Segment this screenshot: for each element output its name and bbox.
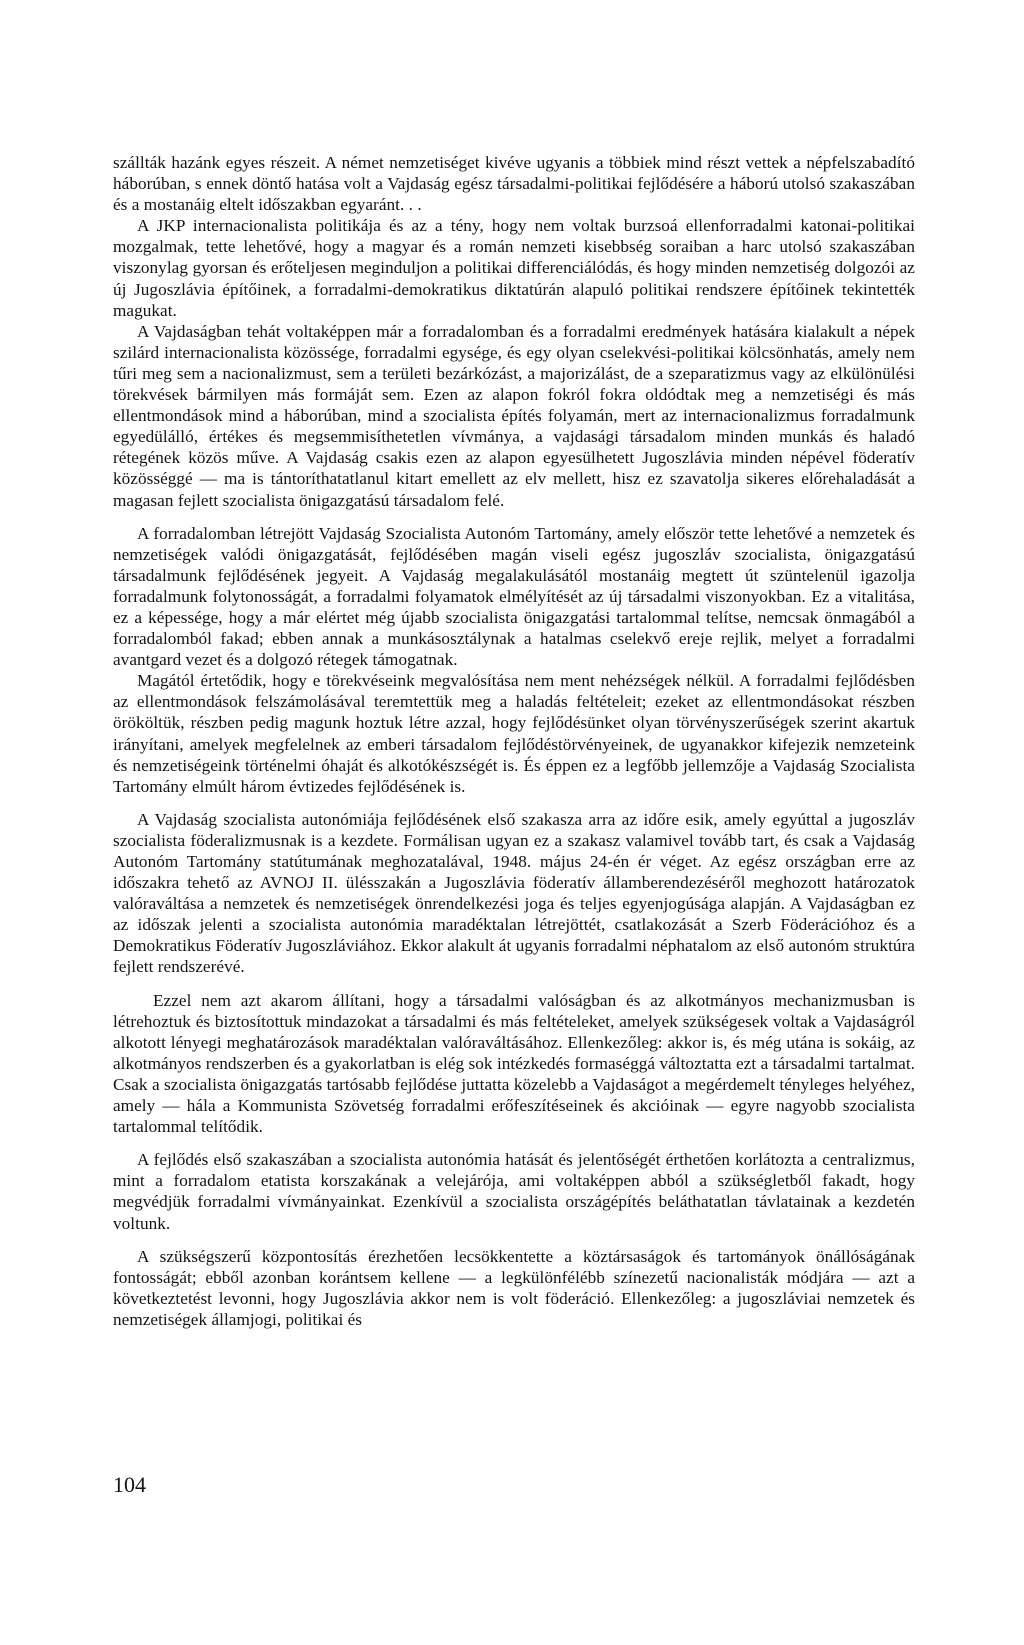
paragraph-8: A fejlődés első szakaszában a szocialista autonómia hatását és jelentőségét érthetően korlátozta a centralizmus, mint a forradalom etatista korszakának a velejárója, ami voltaképpen abból a szükségletből fakadt, hogy megvédjük forradalmi vívmányainkat. Ezenkívül a szocialista országépítés beláthatatlan távlatainak a kezdetén voltunk. [113,1150,915,1233]
paragraph-9: A szükségszerű központosítás érezhetően lecsökkentette a köztársaságok és tartományok önállóságának fontosságát; ebből azonban korántsem kellene — a legkülönfélébb színezetű nacionalisták módjára — azt a következtetést levonni, hogy Jugoszlávia akkor nem is volt föderáció. Ellenkezőleg: a jugoszláviai nemzetek és nemzetiségek államjogi, politikai és [113,1246,915,1329]
page-number: 104 [113,1472,146,1497]
paragraph-5: Magától értetődik, hogy e törekvéseink megvalósítása nem ment nehézségek nélkül. A forradalmi fejlődésben az ellentmondások felszámolásával teremtettük meg a haladás feltételeit; ezeket az ellentmondásokat részben örököltük, részben pedig magunk hoztuk létre azzal, hogy fejlődésünket olyan törvényszerűségek szerint akartuk irányítani, amelyek megfelelnek az emberi társadalom fejlődéstörvényeinek, de ugyanakkor kifejezik nemzeteink és nemzetiségeink történelmi óhaját és alkotókészségét is. És éppen ez a legfőbb jellemzője a Vajdaság Szocialista Tartomány elmúlt három évtizedes fejlődésének is. [113,671,915,796]
paragraph-4: A forradalomban létrejött Vajdaság Szocialista Autonóm Tartomány, amely először tette lehetővé a nemzetek és nemzetiségek valódi önigazgatását, fejlődésében magán viseli egész jugoszláv szocialista, önigazgatású társadalmunk fejlődésének jegyeit. A Vajdaság megalakulásától mostanáig megtett út szüntelenül igazolja forradalmunk folytonosságát, a forradalmi folyamatok elmélyítését az új társadalmi viszonyokban. Ez a vitalitása, ez a képessége, hogy a már elértet még újabb szocialista önigazgatási tartalommal telítse, nemcsak önmagából a forradalomból fakad; ebben annak a munkásosztálynak a hatalmas cselekvő ereje rejlik, melyet a forradalmi avantgard vezet és a dolgozó rétegek támogatnak. [113,523,915,670]
paragraph-7: Ezzel nem azt akarom állítani, hogy a társadalmi valóságban és az alkotmányos mechanizmusban is létrehoztuk és biztosítottuk mindazokat a társadalmi és más feltételeket, amelyek szükségesek voltak a Vajdaságról alkotott lényegi meghatározások maradéktalan valóraváltásához. Ellenkezőleg: akkor is, és még utána is sokáig, az alkotmányos rendszerben és a gyakorlatban is elég sok intézkedés formaséggá változtatta ezt a társadalmi tartalmat. Csak a szocialista önigazgatás tartósabb fejlődése juttatta közelebb a Vajdaságot a megérdemelt tényleges helyéhez, amely — hála a Kommunista Szövetség forradalmi erőfeszítéseinek és akcióinak — egyre nagyobb szocialista tartalommal telítődik. [113,990,915,1137]
paragraph-3: A Vajdaságban tehát voltaképpen már a forradalomban és a forradalmi eredmények hatására kialakult a népek szilárd internacionalista közössége, forradalmi egysége, és egy olyan cselekvési-politikai kölcsönhatás, amely nem tűri meg sem a nacionalizmust, sem a területi bezárkózást, a majorizálást, de a szeparatizmus vagy az elkülönülési törekvések bármilyen más formáját sem. Ezen az alapon fokról fokra oldódtak meg a nemzetiségi és más ellentmondások mind a háborúban, mind a szocialista építés folyamán, mert az internacionalizmus forradalmunk egyedülálló, értékes és megsemmisíthetetlen vívmánya, a vajdasági társadalom minden munkás és haladó rétegének közös műve. A Vajdaság csakis ezen az alapon egyesülhetett Jugoszlávia minden népével föderatív közösséggé — ma is tántoríthatatlanul kitart emellett az elv mellett, hisz ez szavatolja sikeres előrehaladását a magasan fejlett szocialista önigazgatású társadalom felé. [113,321,915,510]
paragraph-6: A Vajdaság szocialista autonómiája fejlődésének első szakasza arra az időre esik, amely egyúttal a jugoszláv szocialista föderalizmusnak is a kezdete. Formálisan ugyan ez a szakasz valamivel tovább tart, és csak a Vajdaság Autonóm Tartomány statútumának meghozatalával, 1948. május 24-én ér véget. Az egész országban erre az időszakra tehető az AVNOJ II. ülésszakán a Jugoszlávia föderatív államberendezéséről meghozott határozatok valóraváltása a nemzetek és nemzetiségek önrendelkezési joga és teljes egyenjogúsága alapján. A Vajdaságban ez az időszak jelenti a szocialista autonómia maradéktalan létrejöttét, csatlakozását a Szerb Föderációhoz és a Demokratikus Föderatív Jugoszláviához. Ekkor alakult át ugyanis forradalmi néphatalom az első autonóm struktúra fejlett rendszerévé. [113,809,915,977]
paragraph-1: szállták hazánk egyes részeit. A német nemzetiséget kivéve ugyanis a többiek mind részt vettek a népfelszabadító háborúban, s ennek döntő hatása volt a Vajdaság egész társadalmi-politikai fejlődésére a háború utolsó szakaszában és a mostanáig eltelt időszakban egyaránt. . . [113,153,915,215]
page-body [113,152,915,1330]
paragraph-2: A JKP internacionalista politikája és az a tény, hogy nem voltak burzsoá ellenforradalmi katonai-politikai mozgalmak, tette lehetővé, hogy a magyar és a román nemzeti kisebbség soraiban a harc utolsó szakaszában viszonylag gyorsan és erőteljesen meginduljon a politikai differenciálódás, és hogy minden nemzetiség dolgozói az új Jugoszlávia építőinek, a forradalmi-demokratikus diktatúrán alapuló politikai rendszere építőinek tekintették magukat. [113,216,915,320]
